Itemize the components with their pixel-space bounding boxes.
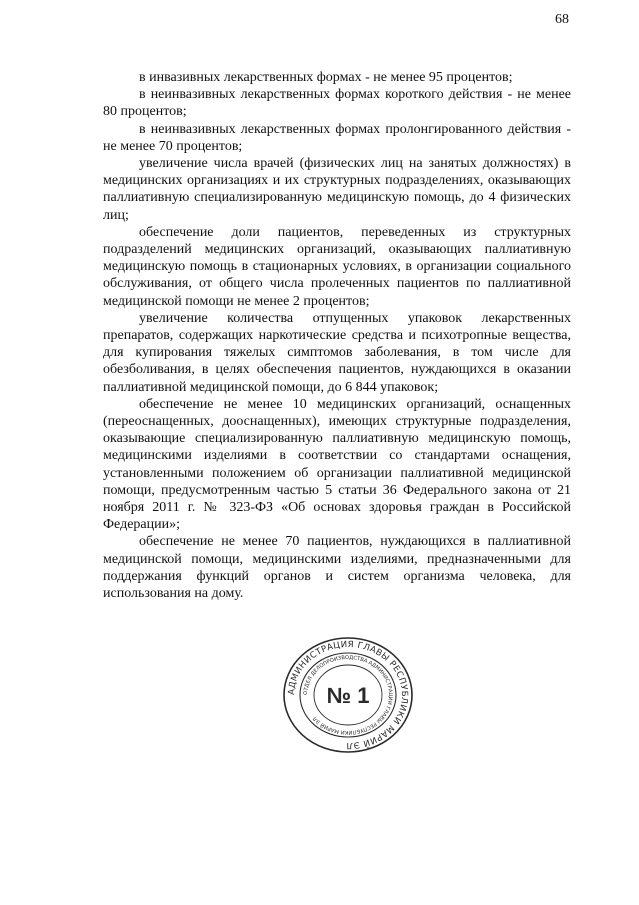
- paragraph: в инвазивных лекарственных формах - не менее 95 процентов;: [139, 70, 513, 85]
- official-stamp: [282, 636, 414, 754]
- paragraph: обеспечение доли пациентов, переведенных из структурных подразделений медицинских организаций, оказывающих паллиативную медицинскую помощь в стационарных условиях, в организации социального обслуживания, от общего числа пролеченных пациентов по паллиативной медицинской помощи не менее 2 процентов;: [103, 224, 571, 309]
- stamp-center-text: № 1: [326, 683, 370, 708]
- paragraph: в неинвазивных лекарственных формах короткого действия - не менее 80 процентов;: [103, 87, 571, 120]
- paragraph: увеличение числа врачей (физических лиц на занятых должностях) в медицинских организациях и их структурных подразделениях, оказывающих паллиативную специализированную медицинскую помощь, до 4 физических лиц;: [103, 156, 571, 223]
- paragraph: обеспечение не менее 10 медицинских организаций, оснащенных (переоснащенных, дооснащенных), имеющих структурные подразделения, оказывающие специализированную паллиативную медицинскую помощь, медицинскими изделиями в соответствии со стандартами оснащения, установленными положением об организации паллиативной медицинской помощи, предусмотренным частью 5 статьи 36 Федерального закона от 21 ноября 2011 г. № 323-ФЗ «Об основах здоровья граждан в Российской Федерации»;: [103, 396, 571, 533]
- paragraph: обеспечение не менее 70 пациентов, нуждающихся в паллиативной медицинской помощи, медицинскими изделиями, предназначенными для поддержания функций органов и систем организма человека, для использования на дому.: [103, 534, 571, 602]
- page-number: 68: [555, 12, 569, 27]
- stamp-outer-text: АДМИНИСТРАЦИЯ ГЛАВЫ РЕСПУБЛИКИ МАРИЙ ЭЛ: [286, 639, 410, 751]
- stamp-inner-text: ОТДЕЛ ДЕЛОПРОИЗВОДСТВА АДМИНИСТРАЦИИ ГЛАВЫ РЕСПУБЛИКИ МАРИЙ ЭЛ: [302, 654, 394, 736]
- document-body: [103, 69, 571, 602]
- paragraph: в неинвазивных лекарственных формах пролонгированного действия - не менее 70 процентов;: [103, 121, 571, 154]
- paragraph: увеличение количества отпущенных упаковок лекарственных препаратов, содержащих наркотические средства и психотропные вещества, для купирования тяжелых симптомов заболевания, в том числе для обезболивания, в целях обеспечения пациентов, нуждающихся в оказании паллиативной медицинской помощи, до 6 844 упаковок;: [103, 310, 571, 395]
